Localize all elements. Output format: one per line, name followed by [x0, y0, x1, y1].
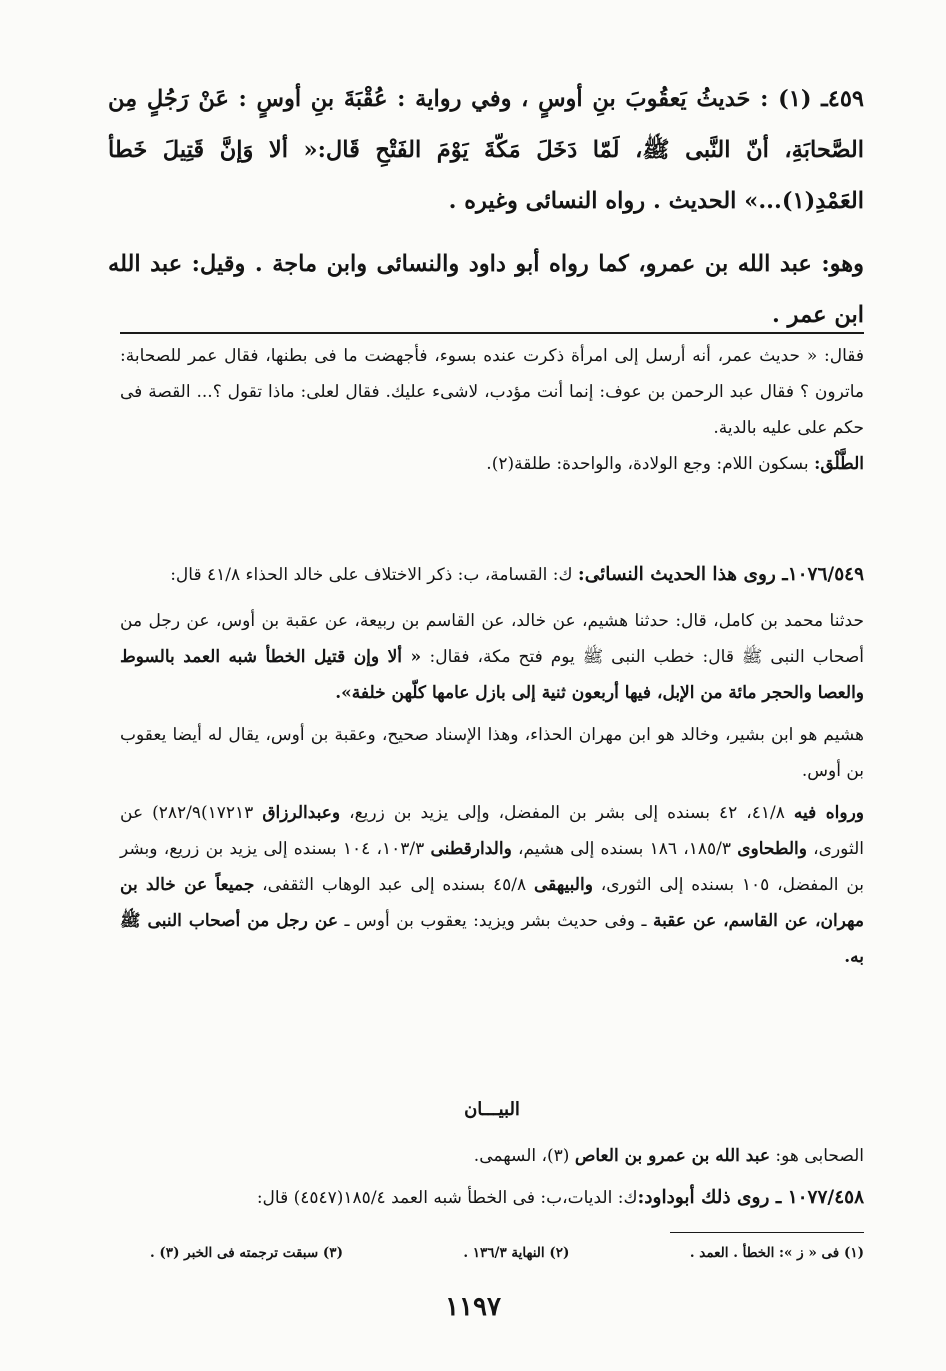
main-text [108, 74, 864, 341]
takhrij-part: والبيهقى [533, 875, 593, 895]
story-paragraph: فقال: « حديث عمر، أنه أرسل إلى امرأة ذكرت عنده بسوء، فأجهضت ما فى بطنها، فقال عمر للصحابة: ماترون ؟ فقال عبد الرحمن بن عوف: إنما أنت مؤدب، لاشىء عليك. فقال لعلى: ماذا تقول ؟... القصة فى حكم على عليه بالدية. [120, 346, 864, 438]
footnote-3: (٣) سبقت ترجمته فى الخبر (٣) . [150, 1245, 343, 1261]
takhrij-paragraph [120, 795, 864, 975]
commentary-top [120, 338, 864, 482]
source-heading: ١٠٧٦/٥٤٩ـ روى هذا الحديث النسائى: [577, 564, 864, 585]
takhrij-part: ـ وفى حديث بشر ويزيد: يعقوب بن أوس ـ [338, 911, 654, 931]
source-reference: ك: القسامة، ب: ذكر الاختلاف على خالد الحذاء ٤١/٨ قال: [170, 565, 578, 585]
hadith-paragraph: ٤٥٩ـ (١) : حَديثُ يَعقُوبَ بنِ أوسٍ ، وفي رواية : عُقْبَةَ بنِ أوسٍ : عَنْ رَجُلٍ مِن الصَّحابَةِ، أنّ النَّبى ﷺ، لَمّا دَخَلَ مَكّةَ يَوْمَ الفَتْحِ قَال:« ألا وَإنَّ قَتِيلَ خَطأ العَمْدِ(١)...» الحديث . رواه النسائى وغيره . [108, 86, 864, 214]
abudawud-heading: ١٠٧٧/٤٥٨ ـ روى ذلك أبوداود: [637, 1187, 864, 1208]
definition-paragraph [120, 446, 864, 482]
abudawud-paragraph [120, 1180, 864, 1216]
source-paragraph [120, 557, 864, 593]
section-heading: البيـــان [464, 1099, 520, 1120]
isnad-text: حدثنا محمد بن كامل، قال: حدثنا هشيم، عن خالد، عن القاسم بن ربيعة، عن عقبة بن أوس، عن رجل من أصحاب النبى ﷺ قال: خطب النبى ﷺ يوم فتح مكة، فقال: [120, 611, 864, 667]
page-number: ١١٩٧ [445, 1292, 501, 1322]
takhrij-part: وعبدالرزاق [262, 803, 341, 823]
footnotes [150, 1242, 864, 1264]
companion-name: عبد الله بن عمرو بن العاص [574, 1146, 771, 1166]
defined-term: الطَّلْق: [814, 454, 864, 474]
commentary-main [120, 557, 864, 975]
takhrij-part: ورواه فيه [793, 803, 864, 823]
bayan-part: الصحابى هو: [770, 1146, 864, 1166]
takhrij-part: ٤٥/٨ بسنده إلى عبد الوهاب الثقفى، [254, 875, 534, 895]
companion-identification [120, 1138, 864, 1174]
abudawud-reference: ك: الديات،ب: فى الخطأ شبه العمد ١٨٥/٤(٤٥٤٧) قال: [256, 1188, 638, 1208]
takhrij-part: ١٧٢١٣)٢٨٢/٩) عن الثورى، [120, 803, 865, 859]
definition-text: بسكون اللام: وجع الولادة، والواحدة: طلقة(٢). [486, 454, 815, 474]
matn-text: « ألا وإن قتيل الخطأ شبه العمد بالسوط والعصا والحجر مائة من الإبل، فيها أربعون ثنية إلى بازل عامها كلّهن خلفة». [120, 647, 864, 703]
takhrij-part: عن رجل من أصحاب النبى ﷺ به. [120, 911, 864, 967]
grading-paragraph: هشيم هو ابن بشير، وخالد هو ابن مهران الحذاء، وهذا الإسناد صحيح، وعقبة بن أوس، يقال له أيضا يعقوب بن أوس. [120, 725, 864, 781]
footnote-rule [670, 1232, 864, 1233]
takhrij-part: ٤١/٨، ٤٢ بسنده إلى بشر بن المفضل، وإلى يزيد بن زريع، [340, 803, 794, 823]
takhrij-part: والطحاوى [737, 839, 807, 859]
isnad-paragraph [120, 603, 864, 711]
takhrij-part: ١٠٣/٣، ١٠٤ بسنده إلى يزيد بن زريع، وبشر بن المفضل، ١٠٥ بسنده إلى الثورى، [120, 839, 864, 895]
takhrij-part: والدارقطنى [430, 839, 512, 859]
bayan-section [120, 1138, 864, 1216]
separator-rule [120, 332, 864, 334]
takhrij-part: ١٨٥/٣، ١٨٦ بسنده إلى هشيم، [511, 839, 738, 859]
footnote-1: (١) فى « ز »: الخطأ . العمد . [689, 1245, 864, 1261]
footnote-2: (٢) النهاية ١٣٦/٣ . [463, 1245, 570, 1261]
takhrij-part: جميعاً عن خالد بن مهران، عن القاسم، عن عقبة [120, 875, 864, 931]
companion-paragraph: وهو: عبد الله بن عمرو، كما رواه أبو داود والنسائى وابن ماجة . وقيل: عبد الله ابن عمر . [108, 251, 864, 328]
bayan-part: (٣)، السهمى. [473, 1146, 575, 1166]
